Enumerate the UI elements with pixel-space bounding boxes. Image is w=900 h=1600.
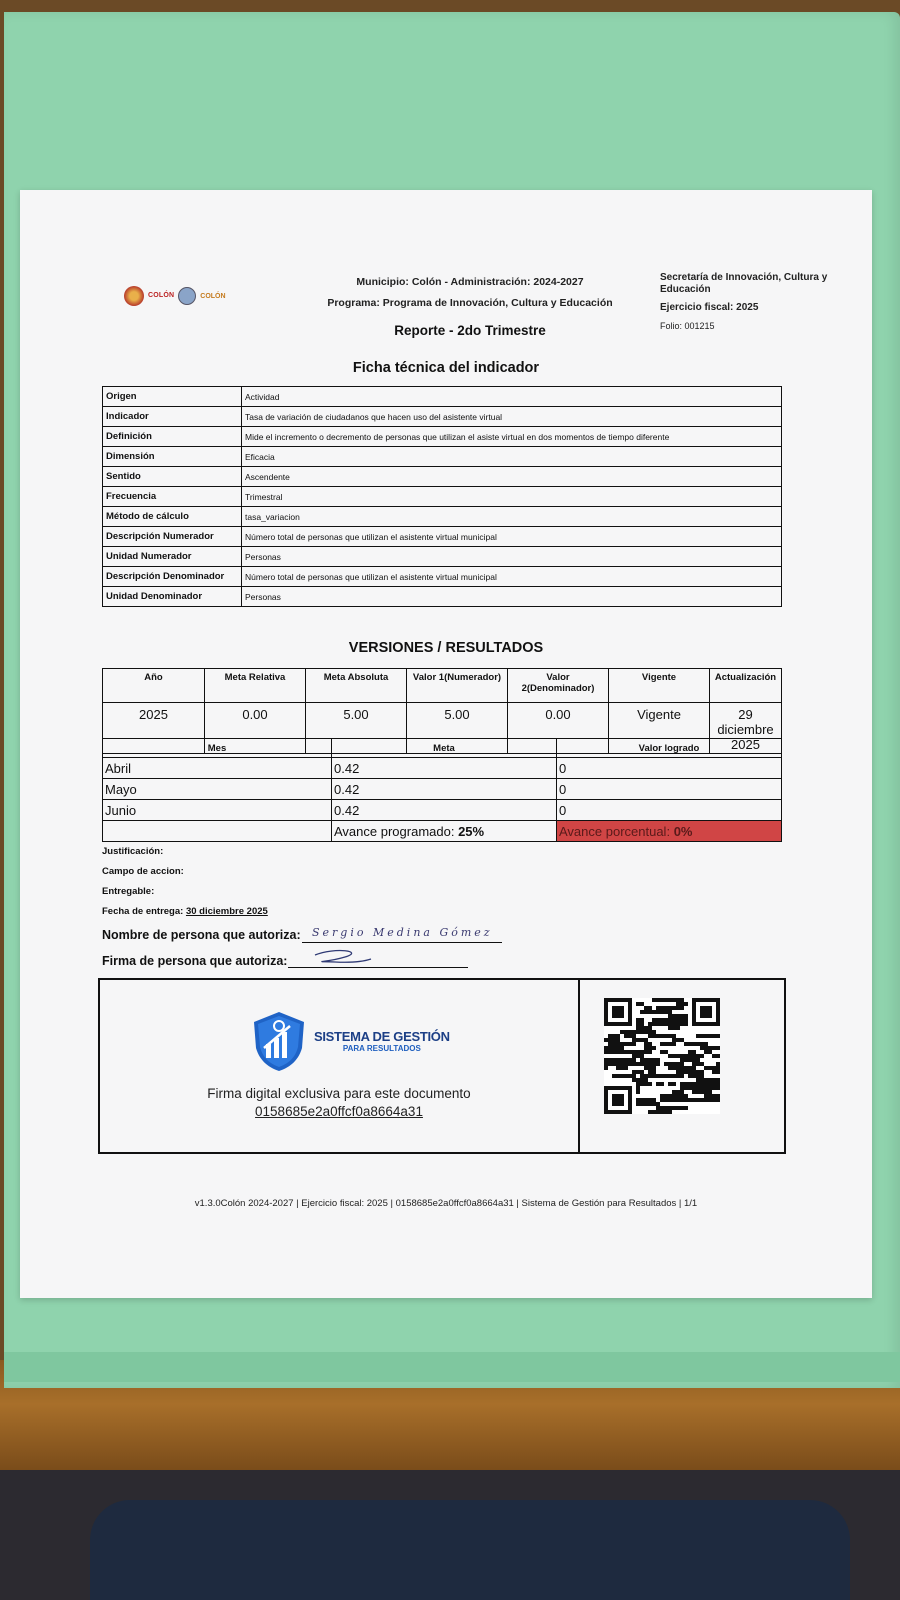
ficha-title: Ficha técnica del indicador (352, 360, 540, 376)
logo-text-colon-2: COLÓN (200, 292, 226, 300)
ficha-value: Ascendente (242, 467, 782, 487)
footer: v1.3.0Colón 2024-2027 | Ejercicio fiscal: 2025 | 0158685e2a0ffcf0a8664a31 | Sistema de Gestión para Resultados | 1/1 (194, 1198, 698, 1209)
folder-flap (4, 1352, 900, 1382)
ficha-row (103, 407, 782, 427)
report-page (20, 190, 872, 1298)
municipio: Municipio: Colón - Administración: 2024-2027 (356, 276, 584, 288)
valor-logrado-cell: 0 (557, 779, 782, 800)
versiones-cell: 0.00 (205, 703, 306, 754)
brand-title: SISTEMA DE GESTIÓN (314, 1029, 450, 1044)
ficha-key: Dimensión (103, 447, 242, 467)
seal-icon (178, 287, 196, 305)
ficha-key: Definición (103, 427, 242, 447)
ficha-value: Trimestral (242, 487, 782, 507)
logo-text-colon: COLÓN (148, 292, 175, 299)
mes-row (103, 800, 782, 821)
col-mes: Mes (103, 739, 332, 758)
digital-seal-box (98, 978, 786, 1154)
versiones-cell: 2025 (103, 703, 205, 754)
ficha-key: Método de cálculo (103, 507, 242, 527)
ficha-key: Indicador (103, 407, 242, 427)
versiones-cell: 5.00 (306, 703, 407, 754)
versiones-cell: 0.00 (508, 703, 609, 754)
ficha-row (103, 507, 782, 527)
programa: Programa: Programa de Innovación, Cultura y Educación (327, 297, 613, 309)
ficha-value: Número total de personas que utilizan el asistente virtual municipal (242, 527, 782, 547)
versiones-cell: Vigente (609, 703, 710, 754)
ficha-row (103, 387, 782, 407)
ficha-key: Sentido (103, 467, 242, 487)
firma-autoriza-label: Firma de persona que autoriza: (102, 954, 288, 968)
ficha-value: Mide el incremento o decremento de personas que utilizan el asiste virtual en dos momentos de tiempo diferente (242, 427, 782, 447)
ficha-value: Número total de personas que utilizan el asistente virtual municipal (242, 567, 782, 587)
header-center (260, 276, 680, 338)
avance-porcentual: Avance porcentual: 0% (557, 821, 782, 842)
qr-code (604, 998, 720, 1114)
ficha-row (103, 447, 782, 467)
meta-cell: 0.42 (332, 758, 557, 779)
nombre-line (302, 942, 502, 943)
mes-cell: Junio (103, 800, 332, 821)
digital-signature-text: Firma digital exclusiva para este documento (207, 1086, 471, 1101)
ficha-key: Origen (103, 387, 242, 407)
ficha-row (103, 467, 782, 487)
valor-logrado-cell: 0 (557, 800, 782, 821)
fecha-entrega-value: 30 diciembre 2025 (185, 906, 268, 917)
ficha-row (103, 547, 782, 567)
empty-cell (103, 821, 332, 842)
versiones-header: Meta Relativa (205, 669, 306, 703)
campo-accion: Campo de accion: (102, 866, 184, 877)
meses-table (102, 738, 782, 842)
versiones-title: VERSIONES / RESULTADOS (348, 640, 544, 656)
logos (124, 286, 226, 306)
ficha-value: Tasa de variación de ciudadanos que hacen uso del asistente virtual (242, 407, 782, 427)
signature-mark (305, 947, 375, 969)
versiones-cell: 29 diciembre 2025 (710, 703, 782, 754)
col-meta: Meta (332, 739, 557, 758)
ficha-value: tasa_variacion (242, 507, 782, 527)
justificacion: Justificación: (102, 846, 164, 857)
folio: Folio: 001215 (660, 321, 715, 331)
ficha-key: Descripción Numerador (103, 527, 242, 547)
nombre-autoriza-label: Nombre de persona que autoriza: (102, 928, 301, 942)
meta-cell: 0.42 (332, 800, 557, 821)
avance-programado: Avance programado: 25% (332, 821, 557, 842)
ficha-table (102, 386, 782, 607)
versiones-header: Valor 1(Numerador) (407, 669, 508, 703)
versiones-cell: 5.00 (407, 703, 508, 754)
ficha-value: Personas (242, 587, 782, 607)
ficha-key: Frecuencia (103, 487, 242, 507)
versiones-header: Actualización (710, 669, 782, 703)
header-right (660, 272, 830, 338)
mes-cell: Abril (103, 758, 332, 779)
versiones-header: Año (103, 669, 205, 703)
ficha-row (103, 487, 782, 507)
digital-signature-hash: 0158685e2a0ffcf0a8664a31 (255, 1104, 423, 1119)
ejercicio-fiscal: Ejercicio fiscal: 2025 (660, 302, 759, 313)
ficha-key: Unidad Numerador (103, 547, 242, 567)
ficha-key: Unidad Denominador (103, 587, 242, 607)
secretaria: Secretaría de Innovación, Cultura y Educación (660, 272, 828, 295)
sgr-logo (250, 1010, 450, 1072)
versiones-header: Meta Absoluta (306, 669, 407, 703)
background-object (90, 1500, 850, 1600)
fecha-entrega: Fecha de entrega: 30 diciembre 2025 (102, 906, 268, 917)
mes-row (103, 779, 782, 800)
ficha-row (103, 587, 782, 607)
ficha-row (103, 567, 782, 587)
versiones-header: Valor 2(Denominador) (508, 669, 609, 703)
box-divider (578, 980, 580, 1152)
mes-row (103, 758, 782, 779)
valor-logrado-cell: 0 (557, 758, 782, 779)
ficha-value: Personas (242, 547, 782, 567)
entregable: Entregable: (102, 886, 155, 897)
ficha-row (103, 427, 782, 447)
meta-cell: 0.42 (332, 779, 557, 800)
shield-chart-icon (250, 1010, 308, 1072)
ficha-row (103, 527, 782, 547)
ficha-value: Eficacia (242, 447, 782, 467)
report-title: Reporte - 2do Trimestre (394, 323, 546, 338)
ficha-value: Actividad (242, 387, 782, 407)
brand-subtitle: PARA RESULTADOS (342, 1044, 421, 1053)
municipal-shield-icon (124, 286, 144, 306)
versiones-header: Vigente (609, 669, 710, 703)
col-valor-logrado: Valor logrado (557, 739, 782, 758)
ficha-key: Descripción Denominador (103, 567, 242, 587)
mes-cell: Mayo (103, 779, 332, 800)
nombre-autoriza-value: Sergio Medina Gómez (312, 926, 493, 939)
